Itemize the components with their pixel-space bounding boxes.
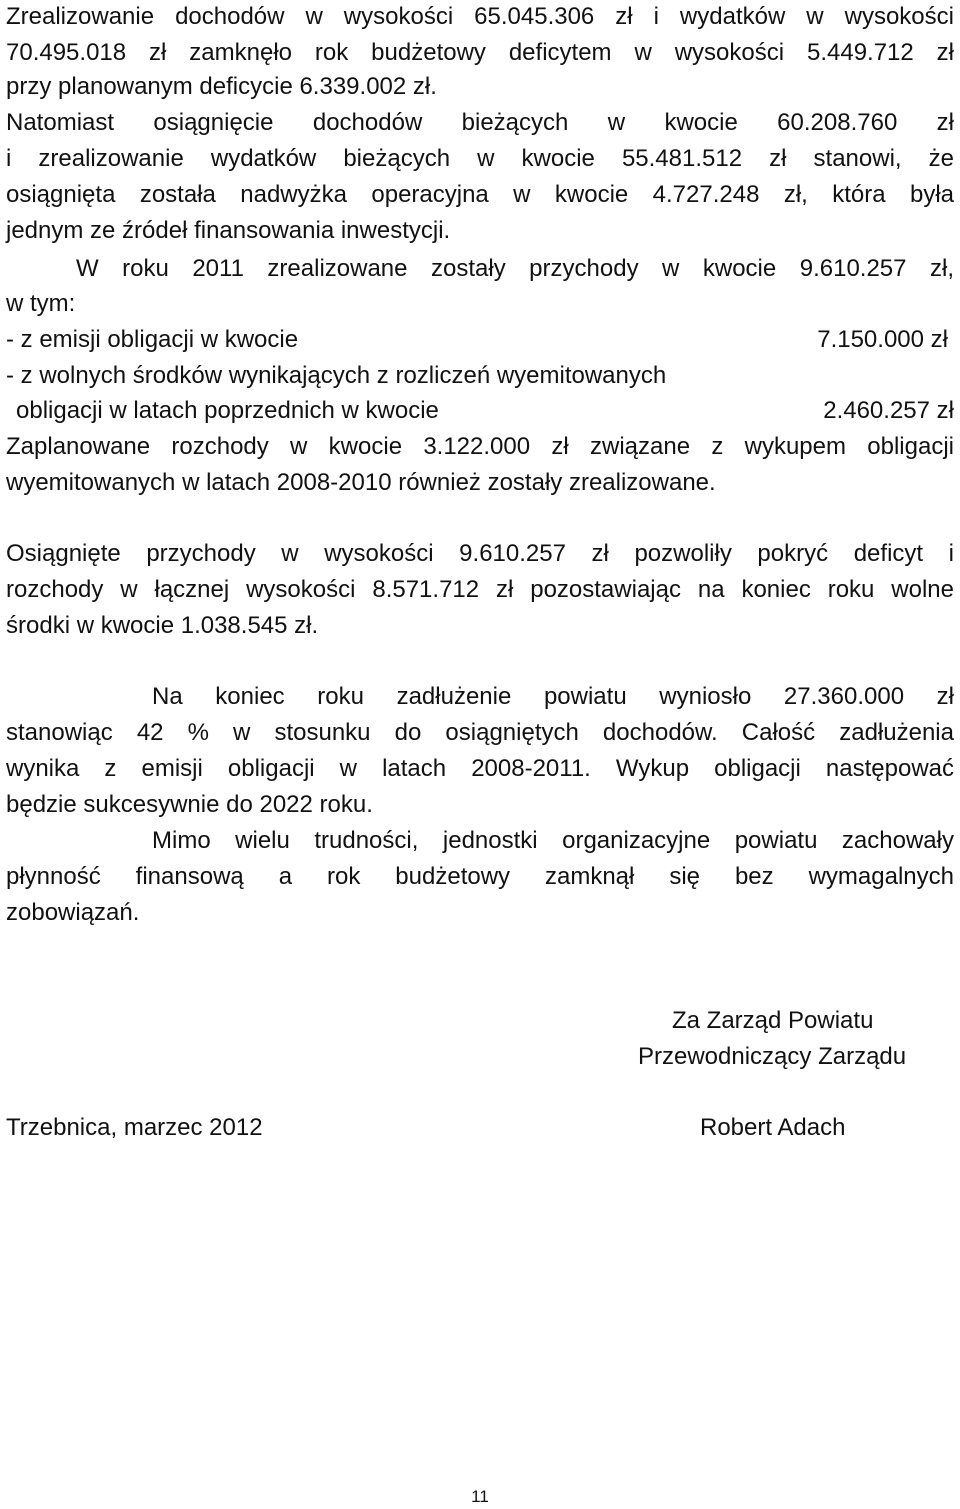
list-item-label: obligacji w latach poprzednich w kwocie	[16, 397, 439, 424]
page-number: 11	[471, 1487, 489, 1506]
paragraph-line: płynność finansową a rok budżetowy zamknął się bez wymagalnych	[6, 863, 954, 890]
list-item-value: 2.460.257 zł	[823, 397, 954, 424]
paragraph-line: 70.495.018 zł zamknęło rok budżetowy deficytem w wysokości 5.449.712 zł	[6, 39, 954, 66]
signature-role: Przewodniczący Zarządu	[638, 1043, 907, 1070]
paragraph-line: zobowiązań.	[6, 899, 140, 926]
paragraph-line: w tym:	[6, 290, 76, 317]
list-item	[6, 325, 954, 355]
paragraph-line: będzie sukcesywnie do 2022 roku.	[6, 791, 373, 818]
list-item	[6, 361, 954, 391]
signature-title: Za Zarząd Powiatu	[672, 1007, 874, 1034]
list-item-label: - z wolnych środków wynikających z rozliczeń wyemitowanych	[6, 362, 667, 389]
paragraph-line: Mimo wielu trudności, jednostki organizacyjne powiatu zachowały	[152, 827, 954, 854]
paragraph-line: wynika z emisji obligacji w latach 2008-2011. Wykup obligacji następować	[6, 755, 954, 782]
place-date: Trzebnica, marzec 2012	[6, 1114, 263, 1141]
paragraph-line: Zaplanowane rozchody w kwocie 3.122.000 zł związane z wykupem obligacji	[6, 433, 954, 460]
paragraph-line: W roku 2011 zrealizowane zostały przychody w kwocie 9.610.257 zł,	[76, 255, 954, 282]
paragraph-line: Osiągnięte przychody w wysokości 9.610.257 zł pozwoliły pokryć deficyt i	[6, 540, 954, 567]
paragraph-line: rozchody w łącznej wysokości 8.571.712 zł pozostawiając na koniec roku wolne	[6, 576, 954, 603]
list-item-value: 7.150.000 zł	[817, 326, 948, 353]
list-item-label: - z emisji obligacji w kwocie	[6, 326, 299, 353]
paragraph-line: stanowiąc 42 % w stosunku do osiągniętych dochodów. Całość zadłużenia	[6, 719, 954, 746]
paragraph-line: i zrealizowanie wydatków bieżących w kwocie 55.481.512 zł stanowi, że	[6, 145, 954, 172]
paragraph-line: środki w kwocie 1.038.545 zł.	[6, 612, 319, 639]
signatory-name: Robert Adach	[700, 1114, 846, 1141]
paragraph-line: wyemitowanych w latach 2008-2010 również zostały zrealizowane.	[6, 469, 716, 496]
paragraph-line: jednym ze źródeł finansowania inwestycji.	[6, 217, 451, 244]
paragraph-line: Zrealizowanie dochodów w wysokości 65.045.306 zł i wydatków w wysokości	[6, 3, 954, 30]
paragraph-line: Na koniec roku zadłużenie powiatu wyniosło 27.360.000 zł	[152, 683, 954, 710]
list-item	[16, 396, 954, 426]
paragraph-line: osiągnięta została nadwyżka operacyjna w kwocie 4.727.248 zł, która była	[6, 181, 954, 208]
paragraph-line: przy planowanym deficycie 6.339.002 zł.	[6, 73, 437, 100]
paragraph-line: Natomiast osiągnięcie dochodów bieżących w kwocie 60.208.760 zł	[6, 109, 954, 136]
